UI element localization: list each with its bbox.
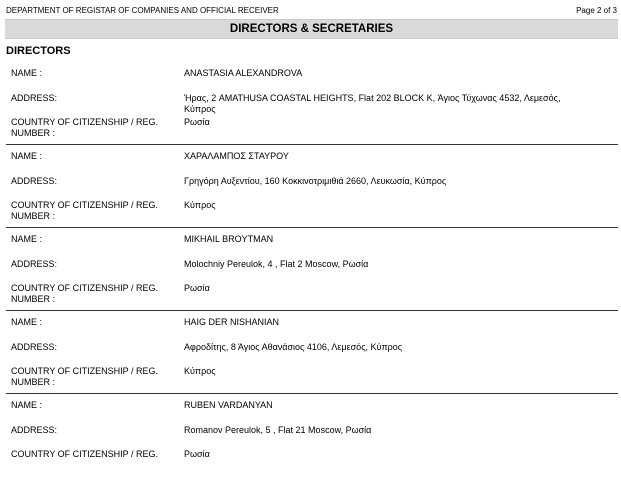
director-name: RUBEN VARDANYAN — [184, 400, 273, 410]
name-label: NAME : — [11, 68, 43, 78]
citizenship-label-line-2: NUMBER : — [11, 211, 56, 221]
director-address — [184, 342, 599, 353]
page-header — [6, 6, 617, 17]
director-address — [184, 176, 599, 187]
director-entry — [6, 228, 618, 311]
name-label: NAME : — [11, 234, 43, 244]
director-name: ΧΑΡΑΛΑΜΠΟΣ ΣΤΑΥΡΟΥ — [184, 151, 289, 161]
address-line-1: Molochniy Pereulok, 4 , Flat 2 Moscow, Ρωσία — [184, 259, 369, 269]
address-label: ADDRESS: — [11, 176, 58, 186]
citizenship-label-line-1: COUNTRY OF CITIZENSHIP / REG. — [11, 449, 159, 459]
citizenship-label-line-1: COUNTRY OF CITIZENSHIP / REG. — [11, 283, 159, 293]
address-label: ADDRESS: — [11, 259, 58, 269]
director-name: HAIG DER NISHANIAN — [184, 317, 280, 327]
name-label: NAME : — [11, 151, 43, 161]
director-entry — [6, 62, 618, 145]
citizenship-label — [11, 449, 171, 460]
citizenship-label-line-1: COUNTRY OF CITIZENSHIP / REG. — [11, 200, 159, 210]
director-citizenship: Ρωσία — [184, 449, 210, 459]
address-line-1: Ήρας, 2 AMATHUSA COASTAL HEIGHTS, Flat 202 BLOCK K, Άγιος Τύχωνας 4532, Λεμεσός, — [184, 93, 561, 103]
citizenship-label-line-1: COUNTRY OF CITIZENSHIP / REG. — [11, 117, 159, 127]
director-citizenship: Κύπρος — [184, 200, 216, 210]
director-name: ANASTASIA ALEXANDROVA — [184, 68, 303, 78]
director-address — [184, 259, 599, 270]
citizenship-label-line-2: NUMBER : — [11, 294, 56, 304]
name-label: NAME : — [11, 317, 43, 327]
page-number: Page 2 of 3 — [576, 6, 617, 15]
address-line-1: Romanov Pereulok, 5 , Flat 21 Moscow, Ρωσία — [184, 425, 372, 435]
directors-list — [6, 62, 618, 494]
address-line-1: Αφροδίτης, 8 Άγιος Αθανάσιος 4106, Λεμεσός, Κύπρος — [184, 342, 403, 352]
department-name: DEPARTMENT OF REGISTAR OF COMPANIES AND OFFICIAL RECEIVER — [6, 6, 279, 15]
citizenship-label-line-1: COUNTRY OF CITIZENSHIP / REG. — [11, 366, 159, 376]
address-label: ADDRESS: — [11, 342, 58, 352]
director-entry — [6, 394, 618, 494]
director-entry — [6, 145, 618, 228]
citizenship-label-line-2: NUMBER : — [11, 128, 56, 138]
address-line-1: Γρηγόρη Αυξεντίου, 160 Κοκκινοτριμιθιά 2660, Λευκωσία, Κύπρος — [184, 176, 447, 186]
address-line-2: Κύπρος — [184, 104, 216, 114]
director-citizenship: Κύπρος — [184, 366, 216, 376]
director-address — [184, 425, 599, 436]
director-address — [184, 93, 599, 115]
document-title: DIRECTORS & SECRETARIES — [5, 19, 618, 39]
citizenship-label — [11, 117, 171, 139]
citizenship-label — [11, 200, 171, 222]
citizenship-label — [11, 283, 171, 305]
director-entry — [6, 311, 618, 394]
section-title: DIRECTORS — [6, 45, 71, 57]
citizenship-label — [11, 366, 171, 388]
director-citizenship: Ρωσία — [184, 283, 210, 293]
director-citizenship: Ρωσία — [184, 117, 210, 127]
address-label: ADDRESS: — [11, 425, 58, 435]
director-name: MIKHAIL BROYTMAN — [184, 234, 274, 244]
address-label: ADDRESS: — [11, 93, 58, 103]
citizenship-label-line-2: NUMBER : — [11, 377, 56, 387]
name-label: NAME : — [11, 400, 43, 410]
